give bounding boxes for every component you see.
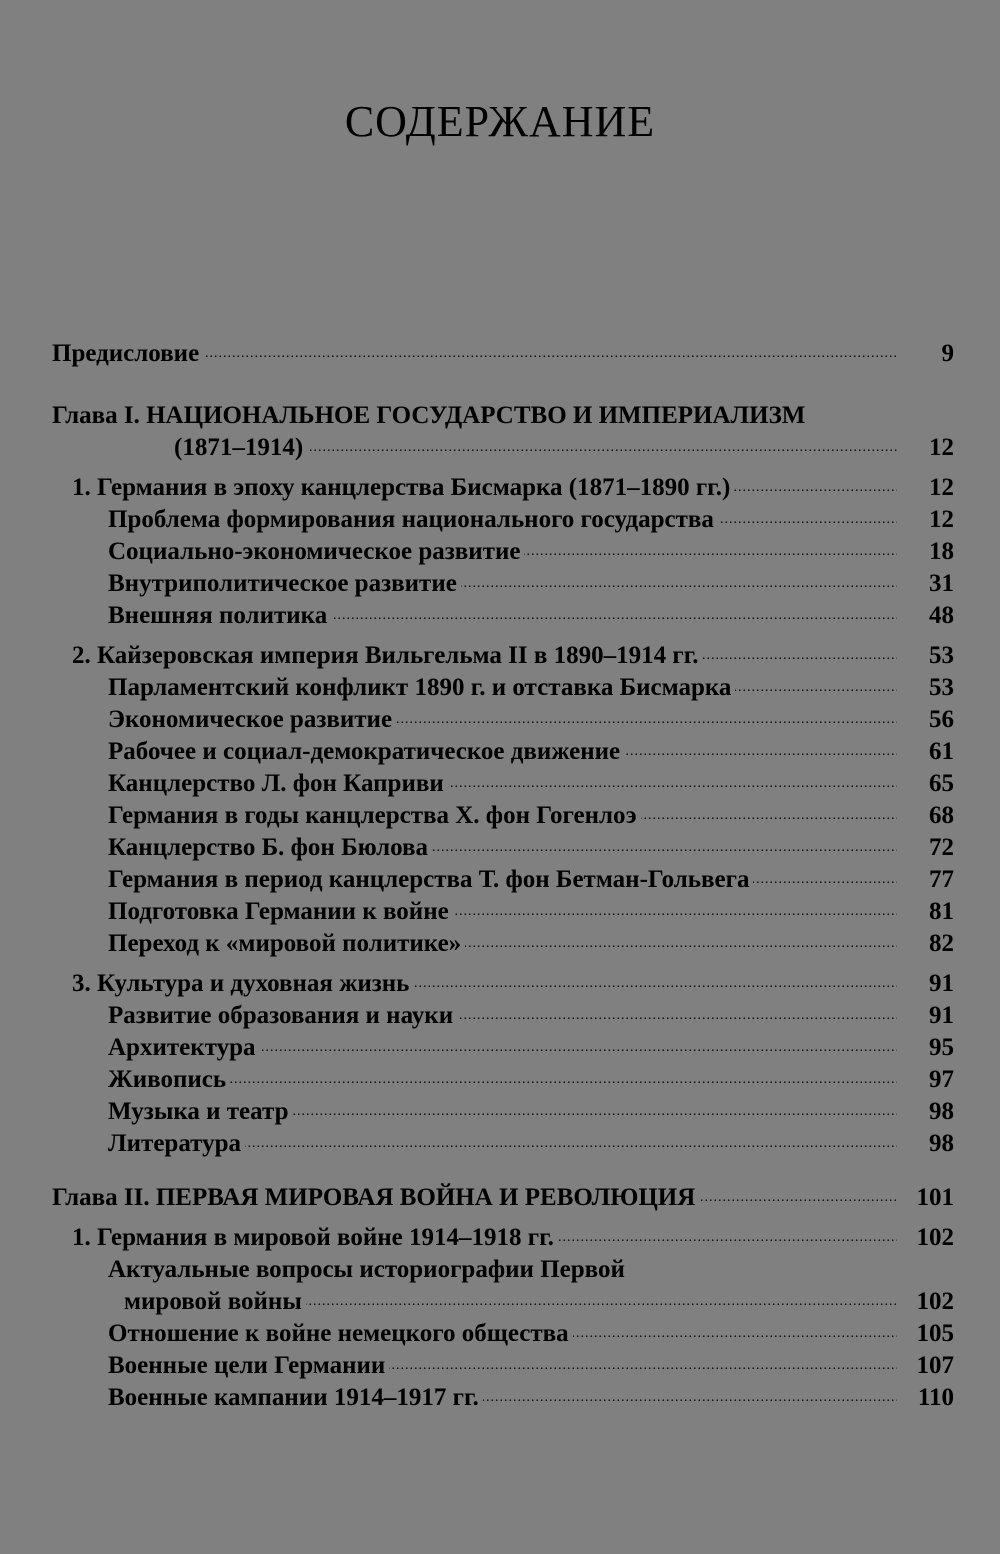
toc-entry-label: Германия в период канцлерства Т. фон Бетман-Гольвега <box>108 864 753 896</box>
toc-subsection-entry[interactable] <box>0 1318 1000 1350</box>
page-title: СОДЕРЖАНИЕ <box>344 97 656 146</box>
toc-subsection-entry[interactable] <box>0 536 1000 568</box>
toc-entry-label: Канцлерство Б. фон Бюлова <box>108 832 432 864</box>
toc-entry-page: 102 <box>916 1288 954 1315</box>
toc-entry-page: 61 <box>929 738 954 765</box>
toc-entry-page: 91 <box>929 970 954 997</box>
toc-subsection-entry[interactable] <box>0 600 1000 632</box>
toc-entry-label: Социально-экономическое развитие <box>108 536 524 568</box>
toc-subsection-entry[interactable] <box>0 1000 1000 1032</box>
toc-subsection-entry[interactable] <box>0 672 1000 704</box>
toc-subsection-continuation[interactable] <box>0 1286 1000 1318</box>
toc-entry-label: (1871–1914) <box>174 432 307 464</box>
toc-subsection-entry[interactable] <box>0 928 1000 960</box>
toc-subsection-entry[interactable] <box>0 1350 1000 1382</box>
toc-entry-label: Глава I. НАЦИОНАЛЬНОЕ ГОСУДАРСТВО И ИМПЕРИАЛИЗМ <box>52 402 806 429</box>
toc-entry-page: 9 <box>941 340 954 367</box>
toc-entry-page: 53 <box>929 674 954 701</box>
toc-entry-page: 95 <box>929 1034 954 1061</box>
toc-entry-label: Германия в годы канцлерства Х. фон Гогенлоэ <box>108 800 641 832</box>
toc-entry-page: 18 <box>929 538 954 565</box>
toc-subsection-entry[interactable] <box>0 1382 1000 1414</box>
toc-subsection-entry[interactable] <box>0 864 1000 896</box>
toc-entry-page: 101 <box>916 1184 954 1211</box>
toc-entry-label: Музыка и театр <box>108 1096 292 1128</box>
toc-entry-label: Развитие образования и науки <box>108 1000 457 1032</box>
toc-entry-page: 81 <box>929 898 954 925</box>
toc-subsection-entry[interactable] <box>0 736 1000 768</box>
toc-entry-label: Живопись <box>108 1064 230 1096</box>
toc-entry-page: 12 <box>929 434 954 461</box>
toc-entry-label: Парламентский конфликт 1890 г. и отставка Бисмарка <box>108 672 735 704</box>
toc-entry-page: 77 <box>929 866 954 893</box>
toc-entry-page: 65 <box>929 770 954 797</box>
toc-section-entry[interactable] <box>0 1222 1000 1254</box>
toc-entry-label: 1. Германия в мировой войне 1914–1918 гг. <box>72 1222 558 1254</box>
toc-entry-label: Военные цели Германии <box>108 1350 389 1382</box>
toc-entry-label: Литература <box>108 1128 245 1160</box>
toc-subsection-entry[interactable] <box>0 504 1000 536</box>
toc-entry-page: 98 <box>929 1130 954 1157</box>
toc-section-entry[interactable] <box>0 640 1000 672</box>
toc-entry-page: 98 <box>929 1098 954 1125</box>
toc-entry-label: Внешняя политика <box>108 600 331 632</box>
toc-subsection-entry[interactable] <box>0 704 1000 736</box>
toc-entry-page: 12 <box>929 474 954 501</box>
toc-entry-page: 72 <box>929 834 954 861</box>
toc-entry-page: 91 <box>929 1002 954 1029</box>
toc-entry-page: 110 <box>917 1384 954 1411</box>
toc-entry-page: 102 <box>916 1224 954 1251</box>
toc-subsection-entry[interactable] <box>0 768 1000 800</box>
toc-subsection-entry[interactable] <box>0 896 1000 928</box>
toc-subsection-entry[interactable] <box>0 568 1000 600</box>
toc-entry-label: Подготовка Германии к войне <box>108 896 453 928</box>
toc-entry-label: 3. Культура и духовная жизнь <box>72 968 413 1000</box>
toc-subsection-entry[interactable] <box>0 1128 1000 1160</box>
toc-entry-label: Глава II. ПЕРВАЯ МИРОВАЯ ВОЙНА И РЕВОЛЮЦИЯ <box>52 1182 699 1214</box>
toc-entry-label: Экономическое развитие <box>108 704 396 736</box>
toc-entry-page: 105 <box>916 1320 954 1347</box>
toc-entry-label: Архитектура <box>108 1032 260 1064</box>
toc-entry-label: Предисловие <box>52 338 203 370</box>
toc-entry-page: 53 <box>929 642 954 669</box>
toc-entry-page: 82 <box>929 930 954 957</box>
toc-entry-label: Канцлерство Л. фон Каприви <box>108 768 448 800</box>
toc-entry-page: 68 <box>929 802 954 829</box>
toc-entry-preface[interactable] <box>0 338 1000 370</box>
toc-entry-label: Рабочее и социал-демократическое движение <box>108 736 624 768</box>
toc-entry-label: мировой войны <box>124 1286 306 1318</box>
toc-chapter-1-years[interactable] <box>0 432 1000 464</box>
toc-entry-label: Военные кампании 1914–1917 гг. <box>108 1382 483 1414</box>
toc-subsection-entry[interactable] <box>0 832 1000 864</box>
toc-chapter-2-heading[interactable] <box>0 1182 1000 1214</box>
table-of-contents <box>0 338 1000 1414</box>
toc-subsection-entry[interactable] <box>0 800 1000 832</box>
toc-entry-page: 12 <box>929 506 954 533</box>
toc-entry-page: 107 <box>916 1352 954 1379</box>
toc-chapter-1-heading[interactable] <box>0 400 1000 432</box>
toc-subsection-entry[interactable] <box>0 1254 1000 1286</box>
toc-subsection-entry[interactable] <box>0 1032 1000 1064</box>
toc-subsection-entry[interactable] <box>0 1064 1000 1096</box>
toc-entry-label: Отношение к войне немецкого общества <box>108 1318 573 1350</box>
toc-entry-label: Переход к «мировой политике» <box>108 928 465 960</box>
toc-section-entry[interactable] <box>0 968 1000 1000</box>
toc-subsection-entry[interactable] <box>0 1096 1000 1128</box>
toc-entry-page: 48 <box>929 602 954 629</box>
toc-entry-label: 1. Германия в эпоху канцлерства Бисмарка (1871–1890 гг.) <box>72 472 734 504</box>
toc-entry-label: Проблема формирования национального государства <box>108 504 718 536</box>
toc-entry-label: Актуальные вопросы историографии Первой <box>108 1256 625 1283</box>
toc-entry-label: 2. Кайзеровская империя Вильгельма II в 1890–1914 гг. <box>72 640 703 672</box>
toc-entry-label: Внутриполитическое развитие <box>108 568 461 600</box>
toc-entry-page: 31 <box>929 570 954 597</box>
toc-entry-page: 97 <box>929 1066 954 1093</box>
toc-section-entry[interactable] <box>0 472 1000 504</box>
toc-entry-page: 56 <box>929 706 954 733</box>
